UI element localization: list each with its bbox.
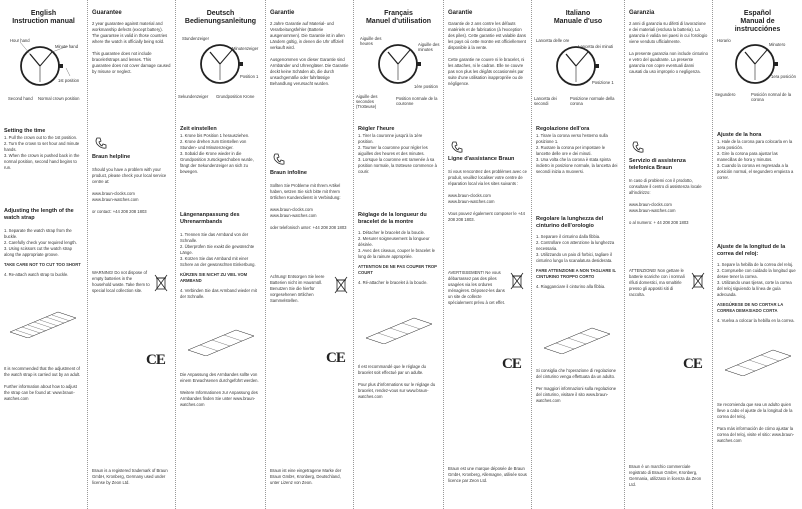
es-minute-label: Minutero	[769, 42, 786, 47]
de-hour-label: Stundenzeiger	[182, 36, 210, 41]
en-watch-diagram	[0, 38, 87, 108]
it-hour-label: Lancetta delle ore	[536, 38, 570, 43]
de-battery-warning: Achtung! Entsorgen Sie leere Batterien nicht im Hausmüll. Benutzen Sie die hierfür vorgesehenen örtlichen Sammelstellen.	[270, 274, 325, 303]
fr-battery-warning: AVERTISSEMENT! Ne vous débarrassez pas des piles usagées via les ordures ménagères. Déposez-les dans un site de collecte spécialement prévu à cet effet.	[448, 270, 505, 305]
fr-phone: Vous pouvez également composer le +44 208 208 1803.	[448, 211, 525, 222]
de-setting-step: 2. Krone drehen zum Einstellen von Stunden- und Minutenzeiger.	[180, 139, 247, 150]
es-adjust-title: Ajuste de la longitud de la correa del reloj:	[717, 244, 786, 257]
fr-hour-label: Aiguille des heures	[360, 36, 382, 46]
de-setting-step: 1. Krone bis Position 1 herausziehen.	[180, 133, 250, 138]
fr-minute-label: Aiguille des minutes	[418, 42, 440, 52]
de-guarantee-title: Garantie	[270, 10, 295, 16]
it-helpline-title: Servizio di assistenza telefonica Braun	[629, 158, 686, 171]
de-pos1-label: Position 1	[240, 74, 259, 79]
de-normal-label: Grundposition Krone	[216, 94, 255, 99]
es-setting-step: 3. Cuando la corona es regresada a la posición normal, el segundero empieza a correr.	[717, 163, 794, 180]
en-adjust-section	[4, 208, 83, 278]
de-adjust-step: 1. Trennen Sie das Armband von der Schnalle.	[180, 232, 249, 243]
es-setting-step: 1. Hale de la corona para colocarla en la 1era posición.	[717, 139, 793, 150]
de-language: Deutsch	[206, 10, 235, 17]
it-web-link[interactable]: www.braun-clocks.com	[629, 202, 672, 207]
en-setting-section	[4, 128, 83, 171]
de-strap-diagram	[186, 326, 256, 361]
it-trademark: Braun è un marchio commerciale registrato di Braun GmbH, Kronberg, Germania, utilizzato in licenza da Zeon Ltd.	[629, 464, 702, 487]
it-adjust-step: 3. Utilizzando un paio di forbici, tagliare il cinturino lungo la scanalatura desiderata.	[536, 252, 613, 263]
es-watch-diagram	[713, 36, 802, 112]
fr-trademark: Braun est une marque déposée de Braun GmbH, Kronberg, Allemagne, utilisée sous licence par Zeon Ltd.	[448, 466, 527, 483]
ce-mark: CE	[683, 356, 702, 372]
fr-setting-step: 2. Tourner la couronne pour régler les aiguilles des heures et des minutes.	[358, 145, 428, 156]
en-manual-title: Instruction manual	[12, 18, 75, 25]
strap-diagram-icon	[542, 324, 612, 354]
it-setting-step: 3. Una volta che la corona è stata spinta indietro in posizione normale, la lancetta dei secondi inizia a muoversi.	[536, 157, 618, 174]
de-header	[180, 10, 261, 26]
strap-diagram-icon	[186, 326, 256, 356]
es-language: Español	[743, 10, 772, 17]
en-normal-label: Normal crown position	[38, 96, 80, 101]
it-adjust-step: 2. Controllare con attenzione la lunghezza necessaria.	[536, 240, 615, 251]
de-adjust-step: 3. Kürzen Sie das Armband mit einer Schere an der gewünschten Einkerbung.	[180, 256, 256, 267]
fr-adjust-title: Réglage de la longueur du bracelet de la montre	[358, 212, 427, 225]
en-guarantee-column	[88, 0, 175, 509]
strap-diagram-icon	[364, 314, 434, 344]
it-strap-diagram	[542, 324, 612, 359]
en-setting-step: 3. When the crown is pushed back in the normal position, second hand begins to run.	[4, 153, 80, 170]
fr-recommend: Il est recommandé que le réglage du bracelet soit effectué par un adulte.	[358, 364, 426, 375]
es-header	[717, 10, 798, 34]
it-web-link[interactable]: www.braun-watches.com	[629, 208, 676, 213]
fr-guarantee-column	[444, 0, 531, 509]
fr-web-link[interactable]: www.braun-clocks.com	[448, 193, 491, 198]
de-web-link[interactable]: www.braun-watches.com	[270, 213, 317, 218]
phone-icon	[94, 136, 108, 155]
fr-setting-step: 3. Lorsque la couronne est ramenée à sa position normale, la trotteuse commence à courir.	[358, 157, 437, 174]
de-second-label: Sekundenzeiger	[178, 94, 209, 99]
en-minute-label: Minute hand	[55, 44, 79, 49]
de-web-link[interactable]: www.braun-clocks.com	[270, 207, 313, 212]
fr-strap-diagram	[364, 314, 434, 349]
de-take-care: KÜRZEN SIE NICHT ZU VIEL VOM ARMBAND	[180, 272, 248, 283]
fr-header	[358, 10, 439, 26]
fr-guarantee-text: Cette garantie ne couvre ni le bracelet, ni les attaches, ni le cadran. Elle ne couvre pas non plus les dégâts occasionnés par suite d'une utilisation inappropriée ou de négligence.	[448, 57, 525, 86]
fr-guarantee-title: Garantie	[448, 10, 473, 16]
en-strap-diagram	[8, 308, 78, 343]
fr-adjust-step: 1. Détacher le bracelet de la boucle.	[358, 230, 426, 235]
ce-mark: CE	[502, 356, 521, 372]
es-further-info: Para más información de cómo ajustar la correa del reloj, visite el sitio: www.braun-watches.com	[717, 426, 795, 443]
it-phone: o al numero: + 44 208 208 1803	[629, 220, 689, 225]
en-trademark: Braun is a registered trademark of Braun GmbH, Kronberg, Germany used under license by Zeon Ltd.	[92, 468, 168, 485]
it-pos1-label: Posizione 1	[592, 80, 614, 85]
it-manual-title: Manuale d'uso	[553, 18, 603, 25]
ce-mark: CE	[326, 350, 345, 366]
en-column	[0, 0, 87, 509]
de-adjust-title: Längenanpassung des Uhrenarmbands	[180, 212, 240, 225]
it-battery-warning: ATTENZIONE! Non gettare le batterie scariche con i normali rifiuti domestici, ma smaltirle presso gli appositi siti di raccolta.	[629, 268, 685, 297]
de-helpline-text: Sollten Sie Probleme mit Ihrem Artikel haben, setzen Sie sich bitte mit Ihrem örtlichen Kundendienst in Verbindung:	[270, 183, 341, 200]
es-manual-title: Manual de instrucciónes	[734, 18, 781, 33]
fr-adjust-step: 3. Avec des ciseaux, couper le bracelet le long de la rainure appropriée.	[358, 248, 435, 259]
it-column	[532, 0, 624, 509]
fr-further-info: Pour plus d'informations sur le réglage du bracelet, rendez-vous sur www.braun-watches.com	[358, 382, 436, 399]
es-take-care: ASEGÚRESE DE NO CORTAR LA CORREA DEMASIADO CORTA	[717, 302, 784, 313]
fr-manual-title: Manuel d'utilisation	[365, 18, 432, 25]
en-adjust-step: 3. Using scissors cut the watch strap along the appropriate groove.	[4, 246, 72, 257]
de-trademark: Braun ist eine eingetragene Marke der Braun GmbH, Kronberg, Deutschland, unter Lizenz von Zeon.	[270, 468, 342, 485]
it-take-care: FARE ATTENZIONE A NON TAGLIARE IL CINTURINO TROPPO CORTO	[536, 268, 617, 279]
de-column	[176, 0, 265, 509]
it-setting-step: 1. Tirare la corona verso l'esterno sulla posizione 1.	[536, 133, 608, 144]
en-battery-warning: WARNING! Do not dispose of empty batteries in the household waste. Take them to special local collection site.	[92, 270, 150, 293]
es-recommend: Se recomienda que sea un adulto quien lleve a cabo el ajuste de la longitud de la correa del reloj.	[717, 402, 793, 419]
en-hour-label: Hour hand	[10, 38, 30, 43]
es-adjust-step: 2. Compruebe con cuidado la longitud que desee tener la correa.	[717, 268, 796, 279]
de-step4: 4. Verbinden Sie das Armband wieder mit der Schnalle.	[180, 288, 257, 299]
it-recommend: Si consiglia che l'operazione di regolazione del cinturino venga effettuata da un adulto.	[536, 368, 616, 379]
it-header	[536, 10, 620, 26]
it-adjust-title: Regolare la lunghezza del cinturino dell'orologio	[536, 216, 604, 229]
strap-diagram-icon	[723, 346, 793, 376]
en-setting-title: Setting the time	[4, 128, 46, 134]
fr-helpline-title: Ligne d'assistance Braun	[448, 156, 515, 162]
it-adjust-step: 1. Separare il cinturino dalla fibbia.	[536, 234, 601, 239]
bin-crossed-icon	[691, 272, 705, 295]
en-take-care: TAKE CARE NOT TO CUT TOO SHORT	[4, 262, 81, 267]
phone-icon	[272, 152, 286, 171]
en-guarantee-title: Guarantee	[92, 10, 122, 16]
en-web-link[interactable]: www.braun-clocks.com	[92, 191, 135, 196]
fr-setting-title: Régler l'heure	[358, 126, 395, 132]
it-setting-step: 2. Ruotare la corona per impostare le lancette delle ore e dei minuti.	[536, 145, 606, 156]
ce-mark: CE	[146, 352, 165, 368]
fr-take-care: ATTENTION DE NE PAS COUPER TROP COURT	[358, 264, 437, 275]
bin-crossed-icon	[510, 272, 524, 295]
es-step4: 4. Vuelva a colocar la hebilla en la correa.	[717, 318, 795, 323]
it-step4: 4. Riagganciare il cinturino alla fibbia.	[536, 284, 606, 289]
it-second-label: Lancetta dei secondi	[534, 96, 557, 106]
fr-adjust-step: 2. Mesurer soigneusement la longueur désirée.	[358, 236, 430, 247]
fr-helpline-text: Si vous rencontrez des problèmes avec ce produit, veuillez localiser votre centre de réparation local via les sites suivants :	[448, 169, 527, 186]
it-guarantee-text: La presente garanzia non include cinturino e vetro del quadrante. La presente garanzia non copre eventuali danni causati da uso improprio o negligenza.	[629, 51, 708, 74]
en-guarantee-text: 2 year guarantee against material and workmanship defects (except battery). The guarantee is valid in those countries where the watch is officially being sold.	[92, 21, 168, 44]
en-recommend: It is recommended that the adjustment of the watch strap is carried out by an adult.	[4, 366, 81, 377]
fr-column	[354, 0, 443, 509]
es-strap-diagram	[723, 346, 793, 381]
strap-diagram-icon	[8, 308, 78, 338]
it-guarantee-title: Garanzia	[629, 10, 655, 16]
de-further-info: Weitere Informationen zur Anpassung des Armbandes finden Sie unter www.braun-watches.com	[180, 390, 258, 407]
phone-icon	[631, 140, 645, 159]
fr-normal-label: Position normale de la couronne	[396, 96, 438, 106]
it-minute-label: Lancetta dei minuti	[578, 44, 614, 49]
es-column	[713, 0, 802, 509]
en-further-info: Further information about how to adjust the strap can be found at: www.braun-watches.com	[4, 384, 77, 401]
en-phone: or contact: +44 208 208 1803	[92, 209, 147, 214]
fr-second-label: Aiguille des secondes (Trotteuse)	[356, 94, 378, 109]
it-setting-title: Regolazione dell'ora	[536, 126, 590, 132]
es-second-label: Segundero	[715, 92, 736, 97]
en-language: English	[30, 10, 57, 17]
it-guarantee-text: 2 anni di garanzia su difetti di lavorazione e dei materiali (esclusa la batteria). La garanzia è valida nei paesi in cui l'orologio viene venduto ufficialmente.	[629, 21, 708, 44]
es-setting-title: Ajuste de la hora	[717, 132, 762, 138]
en-recommend-section	[4, 366, 83, 402]
fr-setting-step: 1. Tirer la couronne jusqu'à la 1ère position.	[358, 133, 423, 144]
de-adjust-step: 2. Überprüfen Sie exakt die gewünschte Länge.	[180, 244, 255, 255]
en-header	[4, 10, 83, 26]
en-adjust-step: 1. Separate the watch strap from the buckle.	[4, 228, 72, 239]
en-adjust-title: Adjusting the length of the watch strap	[4, 208, 74, 221]
fr-language: Français	[384, 10, 413, 17]
de-watch-diagram	[176, 36, 265, 106]
bin-crossed-icon	[154, 274, 168, 297]
it-helpline-text: In caso di problemi con il prodotto, consultare il centro di assistenza locale all'indirizzo:	[629, 178, 702, 195]
es-hour-label: Horario	[717, 38, 731, 43]
it-normal-label: Posizione normale della corona	[570, 96, 615, 106]
fr-pos1-label: 1ère position	[414, 84, 438, 89]
en-setting-step: 1. Pull the crown out to the 1st position.	[4, 135, 78, 140]
it-further-info: Per maggiori informazioni sulla regolazione del cinturino, visitare il sito www.braun-watches.com	[536, 386, 617, 403]
es-setting-step: 2. Gire la corona para ajustar las manecillas de hora y minutos.	[717, 151, 778, 162]
en-helpline-title: Braun helpline	[92, 154, 131, 160]
fr-web-link[interactable]: www.braun-watches.com	[448, 199, 495, 204]
en-second-label: Second hand	[8, 96, 33, 101]
en-adjust-step: 2. Carefully check your required length.	[4, 240, 77, 245]
en-setting-step: 2. Turn the crown to set hour and minute hands.	[4, 141, 80, 152]
es-adjust-step: 1. Separe la hebilla de la correa del reloj.	[717, 262, 794, 267]
it-language: Italiano	[565, 10, 591, 17]
de-setting-step: 3. Sobald die Krone wieder in die Grundposition zurückgeschoben wurde, fängt der Sekundenzeiger an sich zu bewegen.	[180, 151, 254, 174]
es-adjust-step: 3. Utilizando unas tijeras, corte la correa del reloj siguiendo la línea de guía adecuada.	[717, 280, 792, 297]
de-recommend: Die Anpassung des Armbandes sollte von einem Erwachsenen durchgeführt werden.	[180, 372, 259, 383]
de-phone: oder telefonisch unter: +44 208 208 1803	[270, 225, 347, 230]
de-guarantee-column	[266, 0, 353, 509]
es-normal-label: Posición normal de la corona	[751, 92, 792, 102]
es-pos1-label: 1era posición	[771, 74, 796, 79]
de-minute-label: Minutenzeiger	[232, 46, 259, 51]
de-guarantee-text: Ausgenommen von dieser Garantie sind Armbänder und Uhrengläser. Die Garantie deckt keine Schäden ab, die durch unsachgemäße oder fahrlässige Behandlung verursacht wurden.	[270, 57, 349, 86]
de-guarantee-text: 2 Jahre Garantie auf Material- und Verarbeitungsfehler (Batterie ausgenommen). Die Garantie ist in allen Ländern gültig, in denen die Uhr offiziell verkauft wird.	[270, 21, 345, 50]
en-web-link[interactable]: www.braun-watches.com	[92, 197, 139, 202]
de-setting-title: Zeit einstellen	[180, 126, 217, 132]
fr-step4: 4. Ré-attacher le bracelet à la boucle.	[358, 280, 428, 285]
en-step4: 4. Re-attach watch strap to buckle.	[4, 272, 69, 277]
en-helpline-text: Should you have a problem with your product, please check your local service centre at:	[92, 167, 167, 184]
fr-guarantee-text: Garantie de 2 ans contre les défauts matériels et de fabrication (à l'exception des piles). Cette garantie est valable dans les pays où cette montre est officiellement disponible à la vente.	[448, 21, 526, 50]
it-watch-diagram	[532, 36, 624, 116]
it-guarantee-column	[625, 0, 712, 509]
en-guarantee-text: This guarantee does not include bracelet/straps and lenses. This guarantee does not cover damage caused by misuse or neglect.	[92, 51, 171, 74]
de-manual-title: Bedienungsanleitung	[184, 18, 257, 25]
de-helpline-title: Braun infoline	[270, 170, 307, 176]
bin-crossed-icon	[334, 276, 348, 299]
fr-watch-diagram	[354, 32, 443, 122]
en-pos1-label: 1st position	[58, 78, 80, 83]
